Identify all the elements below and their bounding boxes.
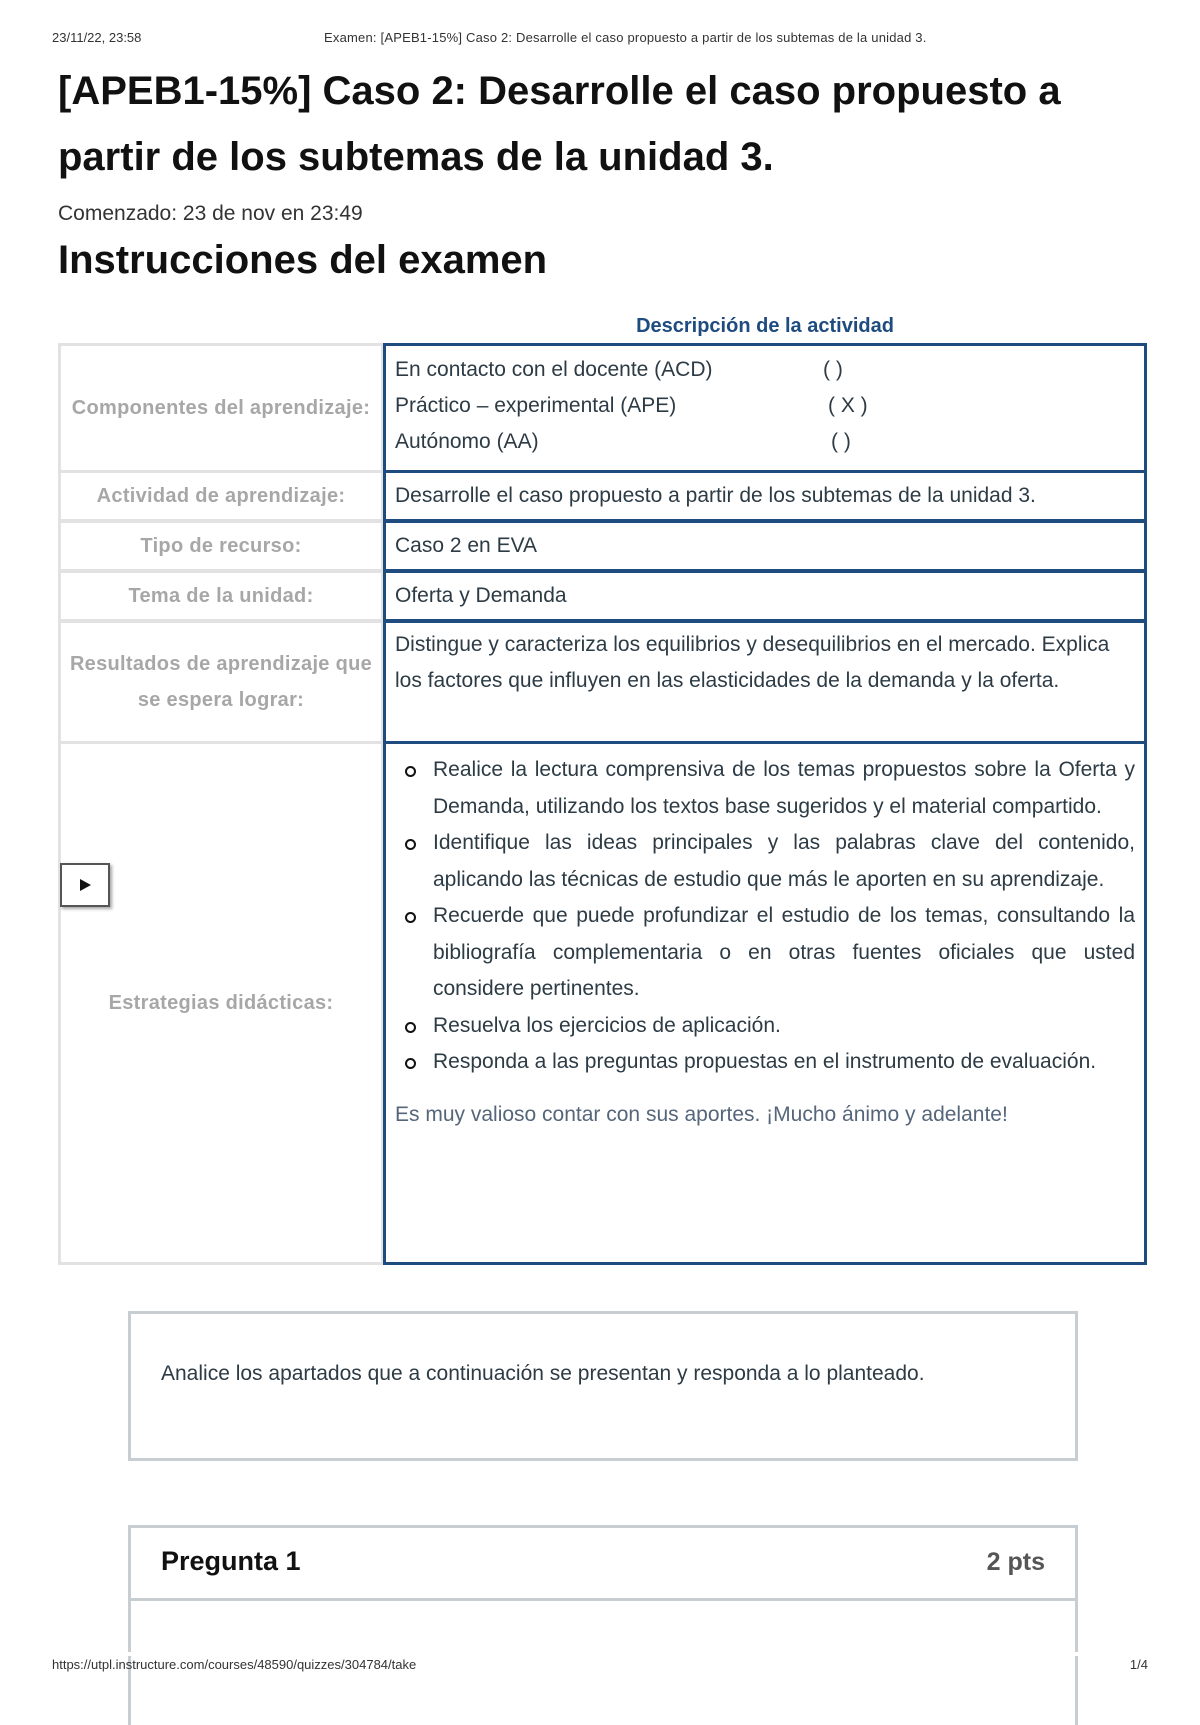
list-item [395, 1044, 1135, 1081]
component-mark: ( X ) [828, 394, 868, 417]
question-header [131, 1528, 1075, 1601]
activity-table-caption: Descripción de la actividad [636, 315, 894, 337]
resource-type-value: Caso 2 en EVA [383, 520, 1147, 572]
instructions-heading: Instrucciones del examen [58, 238, 548, 282]
intro-text: Analice los apartados que a continuación se presentan y responda a lo planteado. [161, 1362, 925, 1385]
circle-bullet-icon [405, 766, 416, 777]
list-item [395, 825, 1135, 898]
component-name: En contacto con el docente (ACD) [395, 358, 713, 381]
print-page-title: Examen: [APEB1-15%] Caso 2: Desarrolle el caso propuesto a partir de los subtemas de la unidad 3. [324, 30, 927, 45]
intro-box [128, 1311, 1078, 1461]
expected-results-value: Distingue y caracteriza los equilibrios y desequilibrios en el mercado. Explica los factores que influyen en las elasticidades de la demanda y la oferta. [383, 620, 1147, 744]
unit-topic-value: Oferta y Demanda [383, 570, 1147, 622]
circle-bullet-icon [405, 1058, 416, 1069]
strategies-label: Estrategias didácticas: [58, 741, 384, 1265]
circle-bullet-icon [405, 839, 416, 850]
started-timestamp: Comenzado: 23 de nov en 23:49 [58, 202, 363, 225]
circle-bullet-icon [405, 1022, 416, 1033]
resource-type-label: Tipo de recurso: [58, 520, 384, 572]
component-name: Autónomo (AA) [395, 430, 539, 453]
list-item [395, 1008, 1135, 1045]
strategies-list [395, 752, 1135, 1081]
print-header [52, 30, 1148, 50]
print-footer [52, 1657, 1148, 1677]
strategy-text: Responda a las preguntas propuestas en el instrumento de evaluación. [433, 1050, 1097, 1073]
question-card [128, 1525, 1078, 1725]
play-icon [78, 878, 92, 892]
play-button[interactable] [60, 863, 110, 907]
components-label: Componentes del aprendizaje: [58, 343, 384, 473]
print-page-number: 1/4 [1129, 1657, 1148, 1672]
components-value [383, 343, 1147, 473]
learning-activity-value: Desarrolle el caso propuesto a partir de los subtemas de la unidad 3. [383, 470, 1147, 522]
closing-message: Es muy valioso contar con sus aportes. ¡Mucho ánimo y adelante! [395, 1102, 1008, 1126]
list-item [395, 898, 1135, 1008]
expected-results-label: Resultados de aprendizaje que se espera lograr: [58, 620, 384, 744]
list-item [395, 752, 1135, 825]
exam-title: [APEB1-15%] Caso 2: Desarrolle el caso propuesto a partir de los subtemas de la unidad 3. [58, 69, 1061, 179]
question-title: Pregunta 1 [161, 1546, 301, 1576]
print-url: https://utpl.instructure.com/courses/48590/quizzes/304784/take [52, 1657, 417, 1672]
strategies-value [383, 741, 1147, 1265]
question-points: 2 pts [986, 1548, 1045, 1576]
component-mark: ( ) [831, 430, 851, 453]
strategy-text: Recuerde que puede profundizar el estudio de los temas, consultando la bibliografía complementaria o en otras fuentes oficiales que usted considere pertinentes. [433, 904, 1135, 1000]
unit-topic-label: Tema de la unidad: [58, 570, 384, 622]
page-break [0, 1652, 1200, 1656]
component-ape [395, 388, 1135, 424]
strategy-text: Realice la lectura comprensiva de los temas propuestos sobre la Oferta y Demanda, utilizando los textos base sugeridos y el material compartido. [433, 758, 1135, 818]
component-aa [395, 424, 1135, 460]
strategy-text: Identifique las ideas principales y las palabras clave del contenido, aplicando las técnicas de estudio que más le aporten en su aprendizaje. [433, 831, 1135, 891]
learning-activity-label: Actividad de aprendizaje: [58, 470, 384, 522]
print-date: 23/11/22, 23:58 [52, 30, 142, 45]
circle-bullet-icon [405, 912, 416, 923]
component-acd [395, 352, 1135, 388]
component-mark: ( ) [823, 358, 843, 381]
component-name: Práctico – experimental (APE) [395, 394, 677, 417]
strategy-text: Resuelva los ejercicios de aplicación. [433, 1013, 781, 1037]
